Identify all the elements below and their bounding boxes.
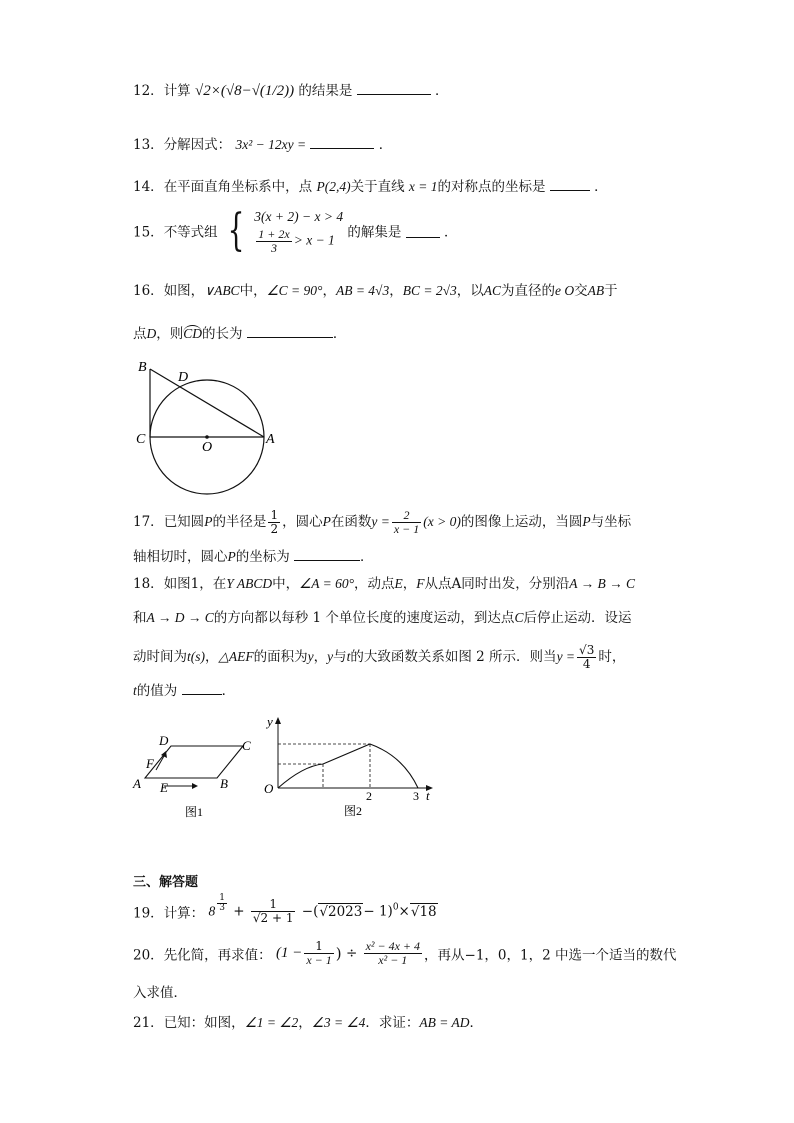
label-y: y: [267, 714, 273, 729]
tick-3: 3: [413, 789, 419, 803]
answer-blank[interactable]: [310, 134, 374, 149]
question-16-line-2: 点D，则CD的长为 ．: [133, 323, 346, 344]
label-b: B: [138, 360, 147, 375]
question-21: 21．已知：如图，∠1 = ∠2，∠3 = ∠4．求证：AB = AD．: [133, 1015, 483, 1031]
q16-figure: [130, 355, 290, 495]
question-13: 13．分解因式： 3x² − 12xy = ．: [133, 134, 392, 155]
answer-blank[interactable]: [550, 176, 590, 191]
question-16-line-1: 16．如图，∨ABC中，∠C = 90°，AB = 4√3，BC = 2√3，以AC为直径的e O交AB于: [133, 283, 618, 299]
label-t: t: [426, 788, 430, 803]
question-20-line-1: 20．先化简，再求值： (1 − $\frac{1}{x - 1}$ ) ÷ $\frac{\text{x² − 4x + 4}}{\text{x² − 1}}$ ，再从−1，0，1，2 中选一个适当的数代: [133, 939, 677, 967]
question-18-line-4: t的值为 ．: [133, 680, 235, 701]
y-axis-arrow: [275, 717, 281, 724]
question-18-line-1: 18．如图1，在Y ABCD中，∠A = 60°，动点E，F从点A同时出发，分别沿A → B → C: [133, 576, 636, 592]
q18-figure-2: [258, 714, 438, 826]
question-17-line-2: 轴相切时，圆心P的坐标为 ．: [133, 546, 374, 567]
label-c: C: [242, 738, 251, 753]
label-d: D: [159, 733, 169, 748]
label-e: E: [160, 780, 168, 795]
label-d: D: [178, 370, 189, 385]
label-o: O: [202, 440, 213, 455]
label-o: O: [264, 781, 274, 796]
question-18-line-2: 和A → D → C的方向都以每秒 1 个单位长度的速度运动，到达点C后停止运动．设运: [133, 610, 632, 626]
q18-figure-1: [128, 730, 258, 825]
label-a: A: [133, 776, 141, 791]
figure-2-caption: 图2: [344, 804, 363, 818]
answer-blank[interactable]: [247, 323, 333, 338]
center-o-dot: [205, 435, 209, 439]
inequality-system: 3(x + 2) − x > 4 $\frac{1 + 2x}{3}$ > x − 1: [254, 209, 344, 255]
parallelogram-abcd: [145, 746, 243, 778]
label-c: C: [136, 432, 146, 447]
label-a: A: [266, 432, 275, 447]
question-14: 14．在平面直角坐标系中，点 P(2,4)关于直线 x = 1的对称点的坐标是 ．: [133, 176, 608, 197]
label-f: F: [146, 756, 154, 771]
answer-blank[interactable]: [294, 546, 360, 561]
tick-2: 2: [366, 789, 372, 803]
question-12: 12．计算 √2×(√8−√(1/2)) 的结果是 ．: [133, 80, 448, 101]
curve: [278, 744, 418, 788]
question-17-line-1: 17．已知圆P的半径是 $\frac{1}{2}$ ，圆心P在函数y = $\frac{2}{x - 1}$ (x > 0)的图像上运动，当圆P与坐标: [133, 508, 632, 536]
expression: √2×(√8−√(1/2)): [194, 83, 295, 99]
question-18-line-3: 动时间为t(s)，△AEF的面积为y，y与t的大致函数关系如图 2 所示．则当y = $\frac{√3}{4}$ 时，: [133, 643, 626, 671]
arc-notation: CD: [183, 326, 203, 341]
brace-icon: {: [227, 204, 245, 256]
answer-blank[interactable]: [357, 80, 431, 95]
arrow-ae-head: [192, 783, 198, 789]
question-19: 19．计算： 8 $\frac{1}{3}$ + $\frac{1}{√2 + 1}$ $-(√2023- 1)^0\times√18$: [133, 893, 437, 925]
label-b: B: [220, 776, 228, 791]
section-title: 三、解答题: [133, 875, 199, 890]
answer-blank[interactable]: [406, 223, 440, 238]
figure-1-caption: 图1: [185, 805, 204, 819]
answer-blank[interactable]: [182, 680, 222, 695]
question-20-line-2: 入求值．: [133, 985, 187, 1001]
question-15: 15．不等式组 { 3(x + 2) − x > 4 $\frac{1 + 2x}{3}$ > x − 1 的解集是 ．: [133, 204, 458, 256]
segment-ba: [150, 369, 264, 437]
expression: 3x² − 12xy =: [235, 137, 307, 152]
